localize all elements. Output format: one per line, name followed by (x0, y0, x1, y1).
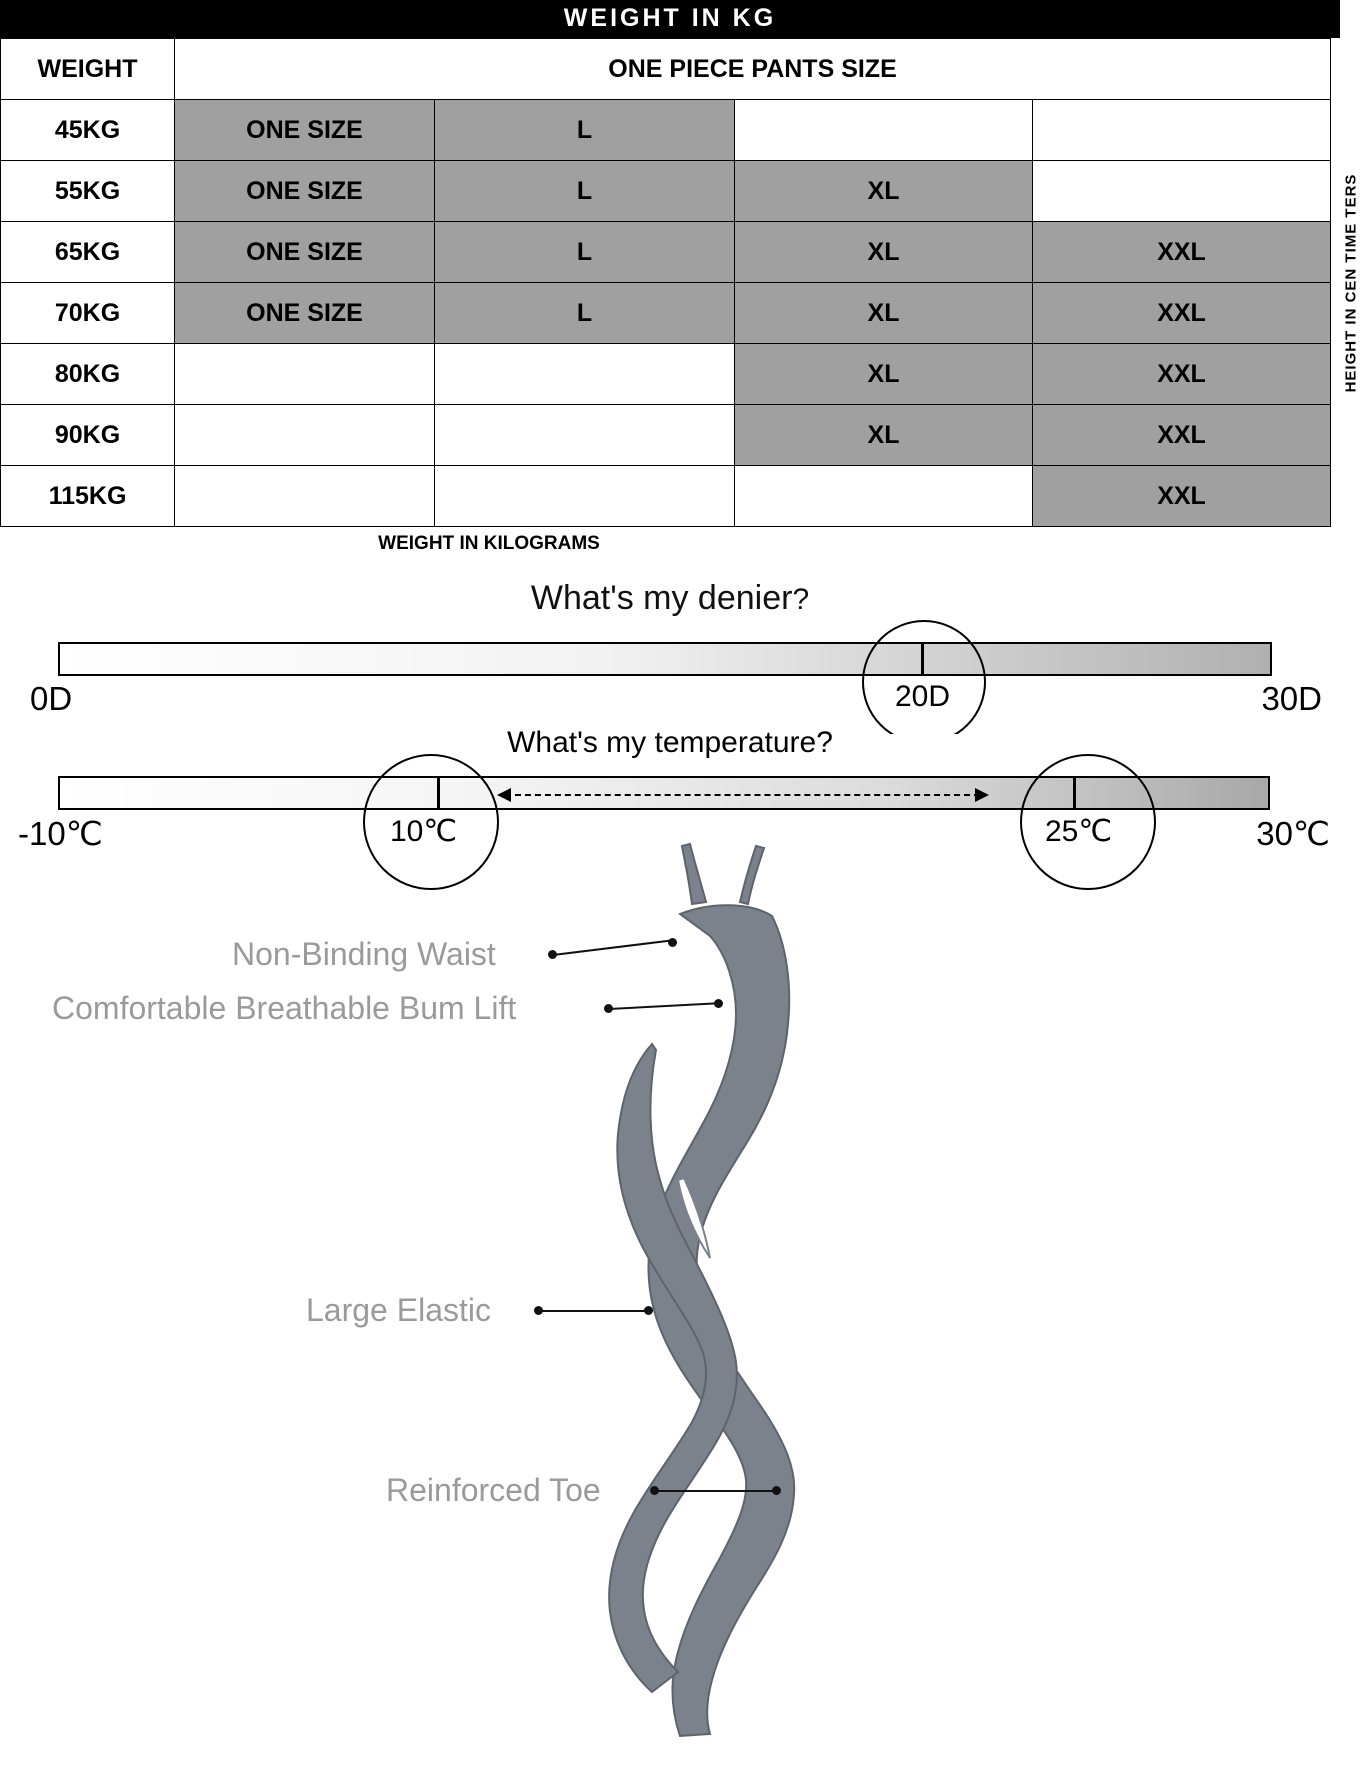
weight-axis-caption-row (0, 527, 1338, 557)
row-cell (175, 405, 435, 466)
row-cell: XXL (1033, 222, 1331, 283)
row-weight: 65KG (1, 222, 175, 283)
table-header-row (1, 39, 1371, 100)
row-weight: 80KG (1, 344, 175, 405)
row-cell (1033, 161, 1331, 222)
size-table (0, 38, 1371, 527)
row-cell: ONE SIZE (175, 161, 435, 222)
denier-question-mark: ? (792, 583, 810, 616)
label-bum-lift: Comfortable Breathable Bum Lift (52, 990, 517, 1026)
weight-kg-banner: WEIGHT IN KG (0, 0, 1340, 38)
tights-illustration (560, 844, 980, 1744)
row-cell (175, 466, 435, 527)
temperature-low-marker-label: 10℃ (390, 815, 458, 848)
lead-dot-waist-end (668, 938, 677, 947)
table-row (1, 344, 1371, 405)
row-cell (435, 466, 735, 527)
size-table-wrapper (0, 38, 1360, 527)
label-reinforced-toe: Reinforced Toe (386, 1472, 601, 1508)
row-cell: XL (735, 161, 1033, 222)
row-cell: L (435, 161, 735, 222)
row-cell (435, 344, 735, 405)
row-weight: 70KG (1, 283, 175, 344)
header-pants-size: ONE PIECE PANTS SIZE (175, 39, 1331, 100)
row-cell: XL (735, 283, 1033, 344)
row-weight: 45KG (1, 100, 175, 161)
lead-dot-bum-end (714, 999, 723, 1008)
height-axis-label: HEIGHT IN CEN TIME TERS (1342, 173, 1360, 392)
row-cell (175, 344, 435, 405)
weight-axis-caption: WEIGHT IN KILOGRAMS (378, 533, 600, 554)
lead-dot-toe-end (772, 1486, 781, 1495)
temperature-scale-section (0, 726, 1340, 852)
row-cell: ONE SIZE (175, 222, 435, 283)
denier-min-label: 0D (30, 680, 73, 717)
row-cell: XXL (1033, 466, 1331, 527)
row-cell: L (435, 100, 735, 161)
row-cell (1033, 100, 1331, 161)
temperature-arrow-right-icon (975, 788, 989, 802)
denier-gradient-bar (58, 642, 1272, 676)
temperature-high-marker-label: 25℃ (1045, 815, 1113, 848)
table-row (1, 283, 1371, 344)
label-non-binding-waist: Non-Binding Waist (232, 936, 496, 972)
row-cell (735, 466, 1033, 527)
row-cell: XXL (1033, 283, 1331, 344)
denier-marker-label: 20D (895, 680, 951, 713)
row-cell: L (435, 222, 735, 283)
lead-line-toe (655, 1490, 777, 1492)
table-row (1, 405, 1371, 466)
temperature-min-label: -10℃ (18, 815, 103, 852)
row-cell (735, 100, 1033, 161)
table-row (1, 100, 1371, 161)
temperature-bar-row (0, 726, 1340, 852)
denier-question (0, 579, 1340, 618)
row-cell: XXL (1033, 344, 1331, 405)
row-cell: XL (735, 344, 1033, 405)
header-weight: WEIGHT (1, 39, 175, 100)
row-cell: ONE SIZE (175, 283, 435, 344)
denier-max-label: 30D (1261, 680, 1322, 717)
lead-dot-elastic-end (644, 1306, 653, 1315)
row-cell: L (435, 283, 735, 344)
row-cell: ONE SIZE (175, 100, 435, 161)
row-weight: 115KG (1, 466, 175, 527)
denier-question-text: What's my denier (530, 579, 793, 617)
row-cell (435, 405, 735, 466)
temperature-question: What's my temperature? (507, 726, 833, 759)
denier-bar-row (0, 632, 1340, 724)
denier-scale-section (0, 579, 1340, 724)
temperature-range-line (505, 794, 980, 798)
table-row (1, 222, 1371, 283)
temperature-arrow-left-icon (497, 788, 511, 802)
row-cell: XXL (1033, 405, 1331, 466)
height-side-label-cell (1331, 39, 1371, 527)
product-feature-figure (0, 844, 1340, 1744)
temperature-max-label: 30℃ (1256, 815, 1330, 852)
row-cell: XL (735, 405, 1033, 466)
table-row (1, 466, 1371, 527)
row-cell: XL (735, 222, 1033, 283)
lead-line-elastic (539, 1310, 649, 1312)
size-chart-block (0, 0, 1360, 557)
table-row (1, 161, 1371, 222)
row-weight: 90KG (1, 405, 175, 466)
label-large-elastic: Large Elastic (306, 1292, 491, 1328)
row-weight: 55KG (1, 161, 175, 222)
